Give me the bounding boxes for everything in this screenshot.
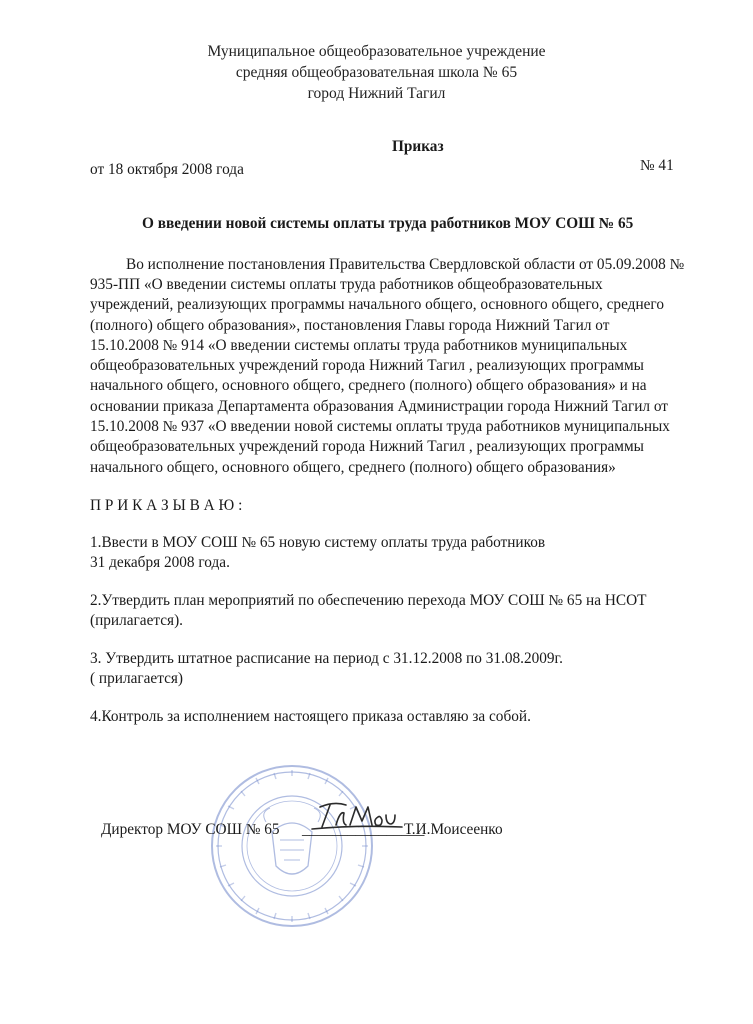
preamble-line: основании приказа Департамента образования Администрации города Нижний Тагил от: [90, 398, 668, 415]
item-2-line-1: 2.Утвердить план мероприятий по обеспечению перехода МОУ СОШ № 65 на НСОТ: [90, 592, 647, 609]
order-subject: О введении новой системы оплаты труда работников МОУ СОШ № 65: [142, 215, 634, 232]
signatory-name: Т.И.Моисеенко: [404, 821, 503, 838]
item-3-line-1: 3. Утвердить штатное расписание на период с 31.12.2008 по 31.08.2009г.: [90, 650, 563, 667]
handwritten-signature: [306, 795, 406, 840]
item-3-line-2: ( прилагается): [90, 670, 184, 687]
item-1-line-1: 1.Ввести в МОУ СОШ № 65 новую систему оплаты труда работников: [90, 534, 546, 551]
order-title: Приказ: [392, 138, 444, 155]
letterhead-line-1: Муниципальное общеобразовательное учреждение: [207, 43, 546, 60]
preamble-line: общеобразовательных учреждений города Нижний Тагил , реализующих программы: [90, 357, 644, 374]
preamble-line: начального общего, основного общего, среднего (полного) общего образования» и на: [90, 377, 647, 394]
signatory-position: Директор МОУ СОШ № 65: [101, 821, 280, 838]
preamble-line: учреждений, реализующих программы начального общего, основного общего, среднего: [90, 296, 664, 313]
item-4-line-1: 4.Контроль за исполнением настоящего приказа оставляю за собой.: [90, 708, 531, 725]
official-stamp: [208, 762, 376, 930]
preamble-line: начального общего, основного общего, среднего (полного) общего образования»: [90, 459, 616, 476]
preamble-line: (полного) общего образования», постановления Главы города Нижний Тагил от: [90, 317, 610, 334]
signature-blank: ________________: [302, 821, 425, 838]
order-declaration: П Р И К А З Ы В А Ю :: [90, 497, 243, 514]
preamble-line: общеобразовательных учреждений города Нижний Тагил , реализующих программы: [90, 438, 644, 455]
order-date: от 18 октября 2008 года: [90, 161, 244, 178]
item-1-line-2: 31 декабря 2008 года.: [90, 554, 230, 571]
order-number: № 41: [640, 157, 674, 174]
preamble-line: Во исполнение постановления Правительства Свердловской области от 05.09.2008 №: [126, 256, 685, 273]
item-2-line-2: (прилагается).: [90, 612, 184, 629]
letterhead-line-2: средняя общеобразовательная школа № 65: [235, 64, 518, 81]
preamble-line: 15.10.2008 № 937 «О введении новой системы оплаты труда работников муниципальных: [90, 418, 670, 435]
preamble-line: 15.10.2008 № 914 «О введении системы оплаты труда работников муниципальных: [90, 337, 628, 354]
preamble-line: 935-ПП «О введении системы оплаты труда работников общеобразовательных: [90, 276, 603, 293]
letterhead-line-3: город Нижний Тагил: [307, 85, 446, 102]
